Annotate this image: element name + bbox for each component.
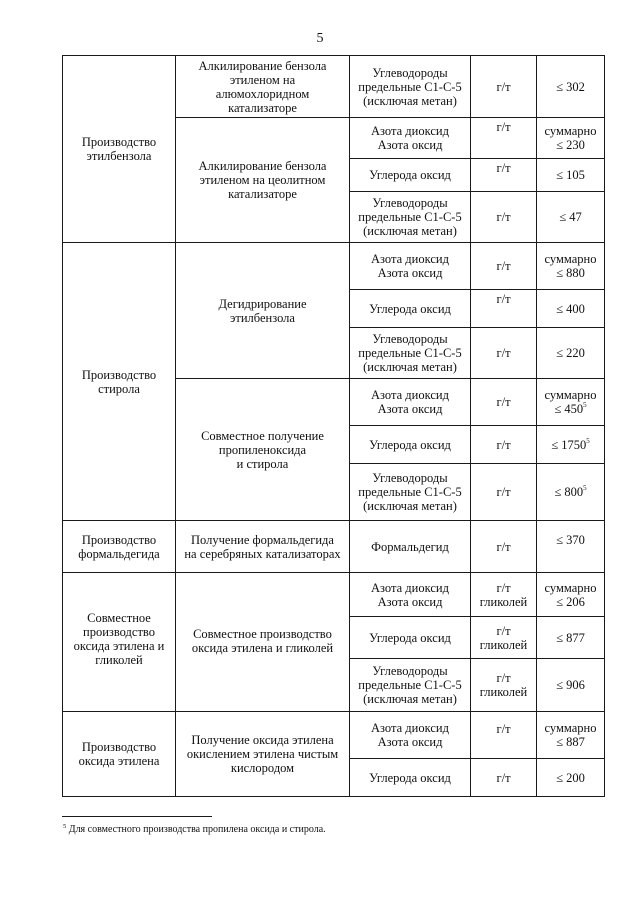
production-cell: Производство этилбензола <box>63 56 176 243</box>
unit-cell: г/т <box>471 759 537 797</box>
le-sign: ≤ <box>554 485 562 499</box>
pollutant-cell: Азота диоксид Азота оксид <box>350 243 471 290</box>
table-row <box>63 712 605 759</box>
limit-value: 800 <box>564 485 584 499</box>
limit-cell <box>537 159 605 192</box>
le-sign: ≤ <box>559 210 567 224</box>
unit-cell: г/т <box>471 118 537 159</box>
le-sign: ≤ <box>551 437 559 452</box>
unit-cell: г/т <box>471 56 537 118</box>
process-cell: Алкилирование бензола этиленом на цеолитном катализаторе <box>176 118 350 243</box>
limit-cell <box>537 118 605 159</box>
pollutant-cell: Азота диоксид Азота оксид <box>350 573 471 617</box>
limit-cell <box>537 243 605 290</box>
pollutant-cell: Углеводороды предельные С1-С-5 (исключая метан) <box>350 659 471 712</box>
limit-cell <box>537 759 605 797</box>
limit-cell <box>537 464 605 521</box>
le-sign: ≤ <box>556 594 564 609</box>
pollutant-cell: Формальдегид <box>350 521 471 573</box>
unit-cell: г/т <box>471 290 537 328</box>
production-cell: Производство стирола <box>63 243 176 521</box>
limit-cell <box>537 328 605 379</box>
le-sign: ≤ <box>556 301 564 316</box>
pollutant-cell: Углерода оксид <box>350 759 471 797</box>
process-cell: Совместное производство оксида этилена и гликолей <box>176 573 350 712</box>
limit-cell <box>537 659 605 712</box>
footnote-ref: 5 <box>583 401 587 409</box>
limit-cell <box>537 573 605 617</box>
le-sign: ≤ <box>554 402 562 416</box>
limit-value: 105 <box>566 168 585 182</box>
footnote <box>63 824 326 836</box>
le-sign: ≤ <box>556 266 564 280</box>
pollutant-cell: Углеводороды предельные С1-С-5 (исключая метан) <box>350 192 471 243</box>
production-cell: Производство формальдегида <box>63 521 176 573</box>
unit-cell: г/т гликолей <box>471 617 537 659</box>
limit-value: 47 <box>569 210 582 224</box>
limit-cell <box>537 290 605 328</box>
limit-cell <box>537 521 605 573</box>
limit-cell <box>537 56 605 118</box>
le-sign: ≤ <box>556 630 564 645</box>
process-cell: Получение формальдегида на серебряных катализаторах <box>176 521 350 573</box>
unit-cell: г/т <box>471 712 537 759</box>
process-cell: Получение оксида этилена окислением этилена чистым кислородом <box>176 712 350 797</box>
footnote-ref: 5 <box>583 484 587 492</box>
unit-cell: г/т <box>471 192 537 243</box>
table-row <box>63 573 605 617</box>
process-cell: Совместное получение пропиленоксида и стирола <box>176 379 350 521</box>
unit-cell: г/т <box>471 426 537 464</box>
limit-value: 230 <box>566 138 585 152</box>
table-row <box>63 521 605 573</box>
limit-value: 206 <box>566 594 585 609</box>
unit-cell: г/т <box>471 521 537 573</box>
limit-prefix: суммарно <box>544 388 597 402</box>
limit-prefix: суммарно <box>544 124 597 138</box>
production-cell: Производство оксида этилена <box>63 712 176 797</box>
limit-value: 877 <box>566 630 585 645</box>
unit-cell: г/т <box>471 159 537 192</box>
unit-cell: г/т гликолей <box>471 573 537 617</box>
le-sign: ≤ <box>556 533 564 547</box>
pollutant-cell: Азота диоксид Азота оксид <box>350 379 471 426</box>
limit-value: 370 <box>566 533 585 547</box>
page-number: 5 <box>316 31 324 46</box>
pollutant-cell: Углерода оксид <box>350 290 471 328</box>
le-sign: ≤ <box>556 678 564 692</box>
le-sign: ≤ <box>556 770 564 785</box>
table-row <box>63 56 605 118</box>
unit-cell: г/т <box>471 464 537 521</box>
limit-prefix: суммарно <box>544 580 597 595</box>
limit-value: 302 <box>566 79 585 94</box>
pollutant-cell: Углеводороды предельные С1-С-5 (исключая метан) <box>350 56 471 118</box>
footnote-marker: 5 <box>63 823 67 830</box>
limit-cell <box>537 192 605 243</box>
pollutant-cell: Углерода оксид <box>350 426 471 464</box>
pollutant-cell: Углерода оксид <box>350 159 471 192</box>
le-sign: ≤ <box>556 168 564 182</box>
limit-cell <box>537 426 605 464</box>
unit-cell: г/т <box>471 379 537 426</box>
unit-cell: г/т <box>471 328 537 379</box>
limit-value: 887 <box>566 735 585 749</box>
limit-value: 200 <box>566 770 585 785</box>
table-row <box>63 243 605 290</box>
emissions-table <box>62 55 605 797</box>
unit-cell: г/т <box>471 243 537 290</box>
limit-prefix: суммарно <box>544 721 597 735</box>
pollutant-cell: Азота диоксид Азота оксид <box>350 118 471 159</box>
le-sign: ≤ <box>556 79 564 94</box>
limit-prefix: суммарно <box>544 252 597 266</box>
process-cell: Алкилирование бензола этиленом на алюмохлоридном катализаторе <box>176 56 350 118</box>
process-cell: Дегидрирование этилбензола <box>176 243 350 379</box>
footnote-text: Для совместного производства пропилена оксида и стирола. <box>66 824 326 835</box>
unit-cell: г/т гликолей <box>471 659 537 712</box>
limit-cell <box>537 617 605 659</box>
limit-value: 450 <box>564 402 584 416</box>
limit-cell <box>537 712 605 759</box>
limit-value: 1750 <box>561 437 587 452</box>
footnote-divider <box>62 816 212 817</box>
footnote-ref: 5 <box>586 436 590 445</box>
le-sign: ≤ <box>556 735 564 749</box>
limit-value: 220 <box>566 346 585 360</box>
limit-value: 400 <box>566 301 585 316</box>
pollutant-cell: Углерода оксид <box>350 617 471 659</box>
le-sign: ≤ <box>556 138 564 152</box>
limit-value: 906 <box>566 678 585 692</box>
production-cell: Совместное производство оксида этилена и гликолей <box>63 573 176 712</box>
pollutant-cell: Углеводороды предельные С1-С-5 (исключая метан) <box>350 328 471 379</box>
pollutant-cell: Азота диоксид Азота оксид <box>350 712 471 759</box>
limit-value: 880 <box>566 266 585 280</box>
le-sign: ≤ <box>556 346 564 360</box>
limit-cell <box>537 379 605 426</box>
pollutant-cell: Углеводороды предельные С1-С-5 (исключая метан) <box>350 464 471 521</box>
